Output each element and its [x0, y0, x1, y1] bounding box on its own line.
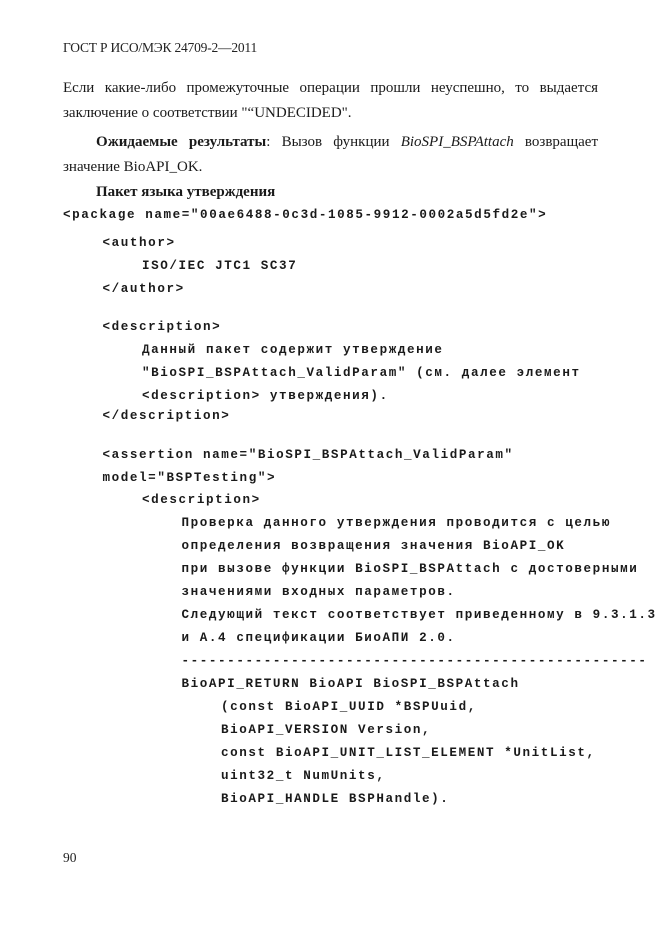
code-line: <assertion name="BioSPI_BSPAttach_ValidParam": [102, 448, 514, 462]
code-line: BioAPI_VERSION Version,: [221, 723, 432, 737]
standard-header: ГОСТ Р ИСО/МЭК 24709-2—2011: [63, 40, 258, 55]
page-number: 90: [63, 850, 77, 865]
expected-results-colon: :: [266, 134, 271, 150]
code-line: <description>: [102, 320, 222, 334]
code-line: Следующий текст соответствует приведенному в 9.3.1.3: [181, 608, 657, 622]
code-line: ISO/IEC JTC1 SC37: [142, 259, 298, 273]
expected-results-line-1: [63, 130, 598, 155]
code-line: Проверка данного утверждения проводится с целью: [181, 516, 611, 530]
code-line: uint32_t NumUnits,: [221, 769, 386, 783]
code-line: ---------------------------------------------------: [181, 654, 648, 668]
function-name: BioSPI_BSPAttach: [400, 134, 514, 150]
expected-results-line-2: значение BioAPI_OK.: [63, 159, 203, 175]
code-line: model="BSPTesting">: [102, 471, 277, 485]
code-line: const BioAPI_UNIT_LIST_ELEMENT *UnitList,: [221, 746, 596, 760]
paragraph-line-2: заключение о соответствии "“UNDECIDED".: [63, 105, 352, 121]
code-line: при вызове функции BioSPI_BSPAttach с достоверными: [181, 562, 639, 576]
code-line: BioAPI_RETURN BioAPI BioSPI_BSPAttach: [181, 677, 520, 691]
code-line: BioAPI_HANDLE BSPHandle).: [221, 792, 450, 806]
code-line: </description>: [102, 409, 231, 423]
expected-results-text-after: возвращает: [513, 134, 598, 150]
paragraph-undecided: [63, 76, 598, 126]
code-line: <package name="00ae6488-0c3d-1085-9912-0002a5d5fd2e">: [63, 208, 548, 222]
section-title: Пакет языка утверждения: [96, 184, 276, 200]
code-line: "BioSPI_BSPAttach_ValidParam" (см. далее элемент: [142, 366, 581, 380]
code-line: <author>: [102, 236, 176, 250]
code-line: <description>: [142, 493, 261, 507]
paragraph-expected-results: [63, 130, 598, 180]
code-line: определения возвращения значения BioAPI_OK: [181, 539, 566, 553]
code-line: </author>: [102, 282, 185, 296]
paragraph-line-1: Если какие-либо промежуточные операции прошли неуспешно, то выдается: [63, 80, 598, 96]
code-line: Данный пакет содержит утверждение: [142, 343, 444, 357]
code-line: и А.4 спецификации БиоАПИ 2.0.: [181, 631, 456, 645]
code-line: (const BioAPI_UUID *BSPUuid,: [221, 700, 477, 714]
code-line: <description> утверждения).: [142, 389, 389, 403]
expected-results-text-before: Вызов функции: [270, 134, 401, 150]
expected-results-label: Ожидаемые результаты: [96, 134, 267, 150]
code-line: значениями входных параметров.: [181, 585, 456, 599]
